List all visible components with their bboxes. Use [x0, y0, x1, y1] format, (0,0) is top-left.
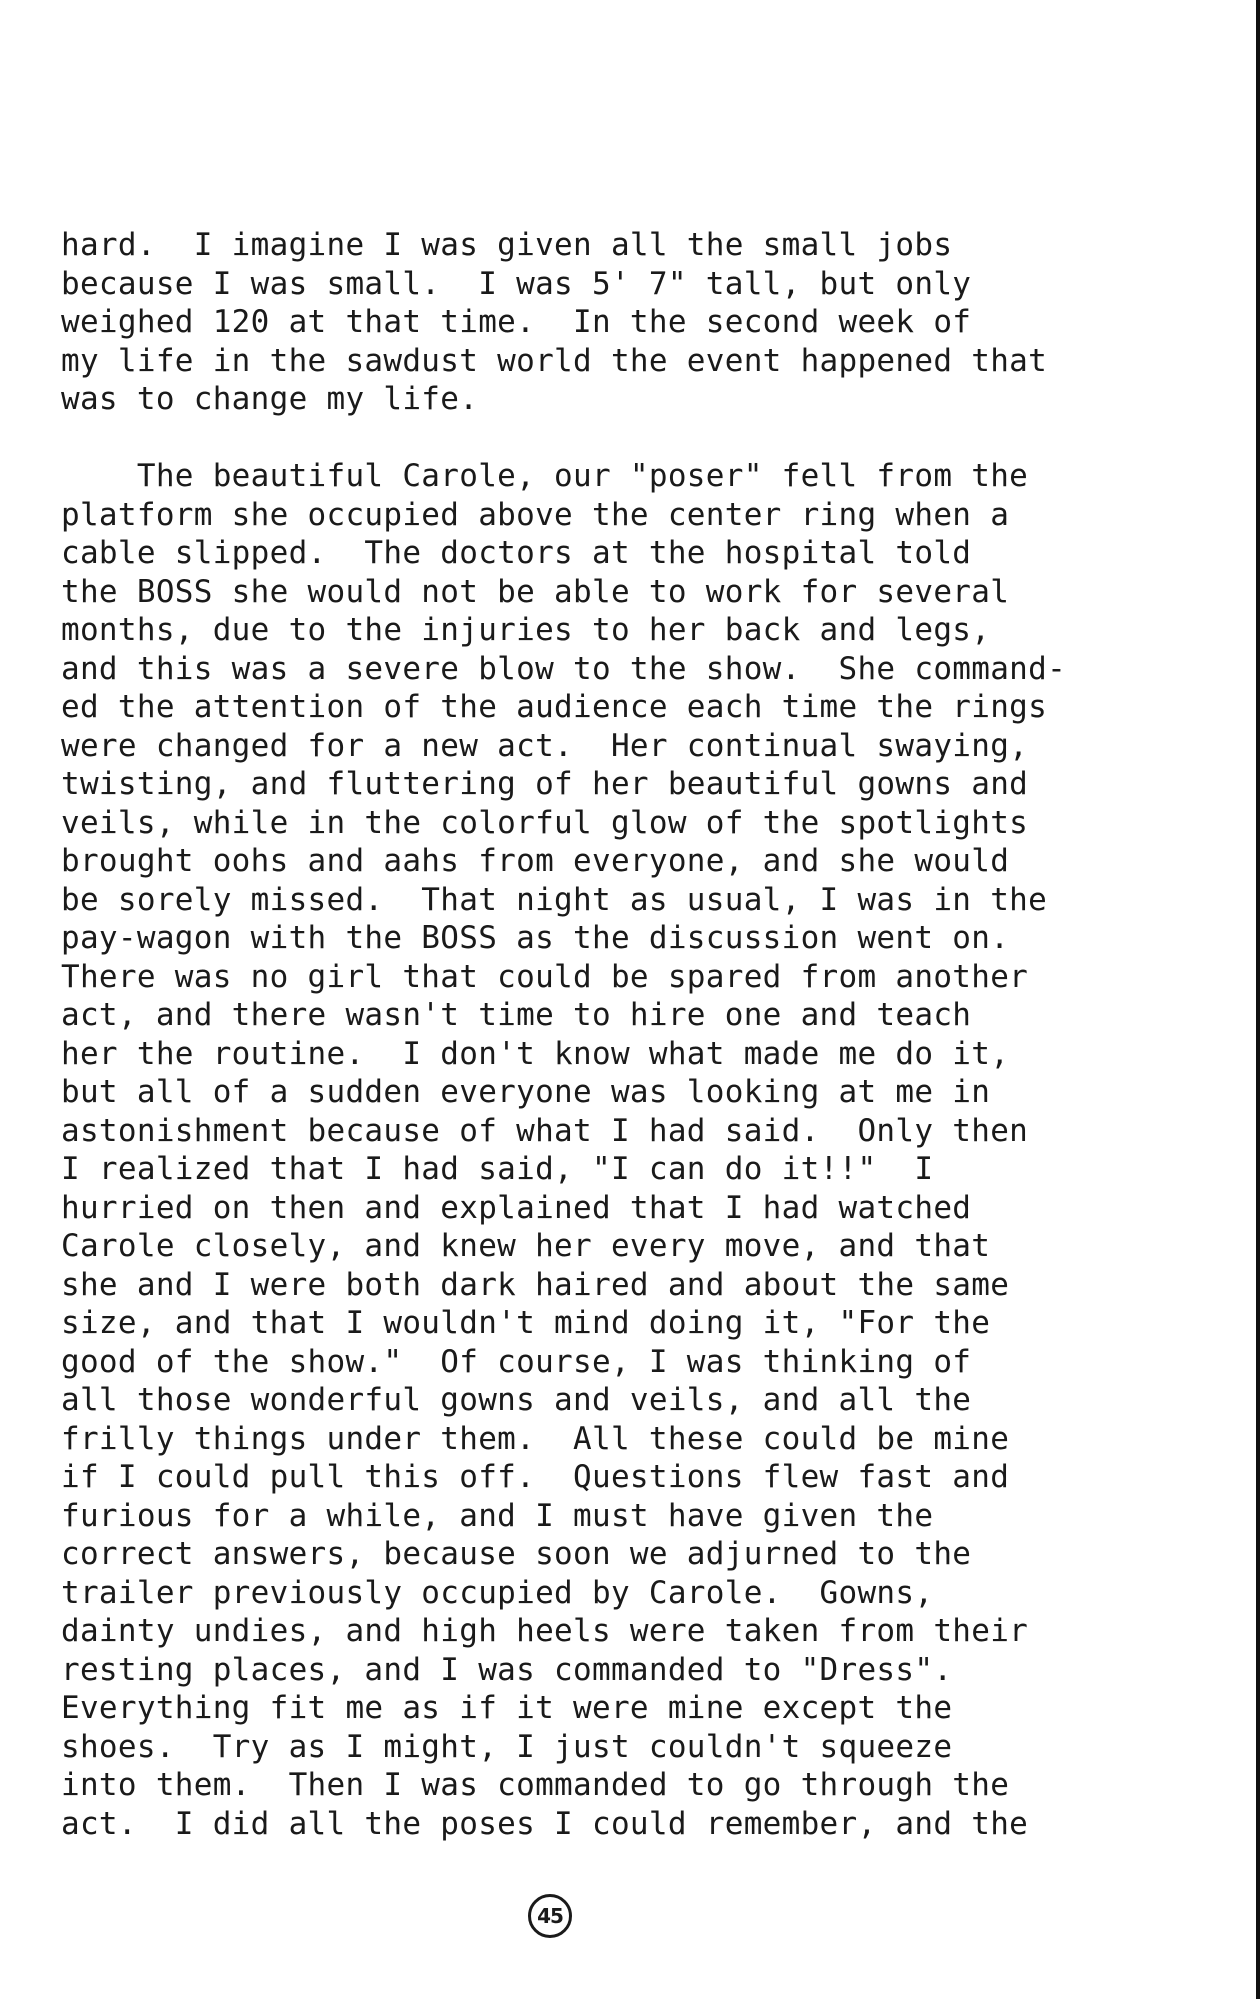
text-line: platform she occupied above the center ring when a	[61, 496, 1010, 533]
text-line: veils, while in the colorful glow of the spotlights	[61, 804, 1029, 841]
text-line: act. I did all the poses I could remember, and the	[61, 1805, 1029, 1842]
text-line: act, and there wasn't time to hire one and teach	[61, 997, 972, 1033]
text-line: I realized that I had said, "I can do it!!" I	[61, 1151, 934, 1187]
text-line: but all of a sudden everyone was looking at me in	[61, 1074, 991, 1110]
text-line: twisting, and fluttering of her beautiful gowns and	[61, 766, 1029, 802]
text-line: her the routine. I don't know what made me do it,	[61, 1035, 1010, 1072]
text-line: pay-wagon with the BOSS as the discussion went on.	[61, 920, 1010, 956]
text-line: brought oohs and aahs from everyone, and she would	[61, 843, 1010, 879]
text-line: correct answers, because soon we adjurned to the	[61, 1536, 972, 1572]
text-line: weighed 120 at that time. In the second week of	[61, 304, 972, 340]
paragraph-gap	[61, 419, 1201, 458]
text-line: hard. I imagine I was given all the small jobs	[61, 227, 953, 263]
text-line: cable slipped. The doctors at the hospital told	[61, 535, 972, 571]
page-edge-mark	[1256, 0, 1260, 1999]
text-line: if I could pull this off. Questions flew fast and	[61, 1459, 1010, 1495]
text-line: There was no girl that could be spared from another	[61, 958, 1029, 995]
text-line: all those wonderful gowns and veils, and all the	[61, 1382, 972, 1418]
text-line: astonishment because of what I had said. Only then	[61, 1112, 1029, 1149]
text-line: ed the attention of the audience each time the rings	[61, 689, 1048, 725]
text-line: frilly things under them. All these could be mine	[61, 1420, 1010, 1457]
text-line: size, and that I wouldn't mind doing it, "For the	[61, 1305, 991, 1341]
text-line: Everything fit me as if it were mine except the	[61, 1690, 953, 1726]
text-line: trailer previously occupied by Carole. Gowns,	[61, 1574, 934, 1611]
text-line: were changed for a new act. Her continual swaying,	[61, 727, 1029, 764]
text-line: the BOSS she would not be able to work for several	[61, 573, 1010, 610]
page-number: 45	[528, 1894, 572, 1938]
text-line: Carole closely, and knew her every move, and that	[61, 1228, 991, 1264]
text-line: she and I were both dark haired and about the same	[61, 1266, 1010, 1303]
text-line: into them. Then I was commanded to go through the	[61, 1767, 1010, 1803]
body-text	[61, 226, 1201, 1843]
text-line: my life in the sawdust world the event happened that	[61, 342, 1048, 379]
paragraph	[61, 457, 1201, 1843]
paragraph	[61, 226, 1201, 419]
text-line: resting places, and I was commanded to "Dress".	[61, 1651, 953, 1688]
text-line: because I was small. I was 5' 7" tall, but only	[61, 265, 972, 302]
text-line: The beautiful Carole, our "poser" fell from the	[61, 458, 1029, 494]
text-line: months, due to the injuries to her back and legs,	[61, 612, 991, 648]
text-line: furious for a while, and I must have given the	[61, 1497, 934, 1534]
text-line: dainty undies, and high heels were taken from their	[61, 1613, 1029, 1649]
text-line: and this was a severe blow to the show. She command-	[61, 650, 1067, 687]
text-line: hurried on then and explained that I had watched	[61, 1189, 972, 1226]
text-line: was to change my life.	[61, 381, 479, 417]
text-line: shoes. Try as I might, I just couldn't squeeze	[61, 1728, 953, 1765]
text-line: good of the show." Of course, I was thinking of	[61, 1343, 972, 1380]
text-line: be sorely missed. That night as usual, I was in the	[61, 881, 1048, 918]
